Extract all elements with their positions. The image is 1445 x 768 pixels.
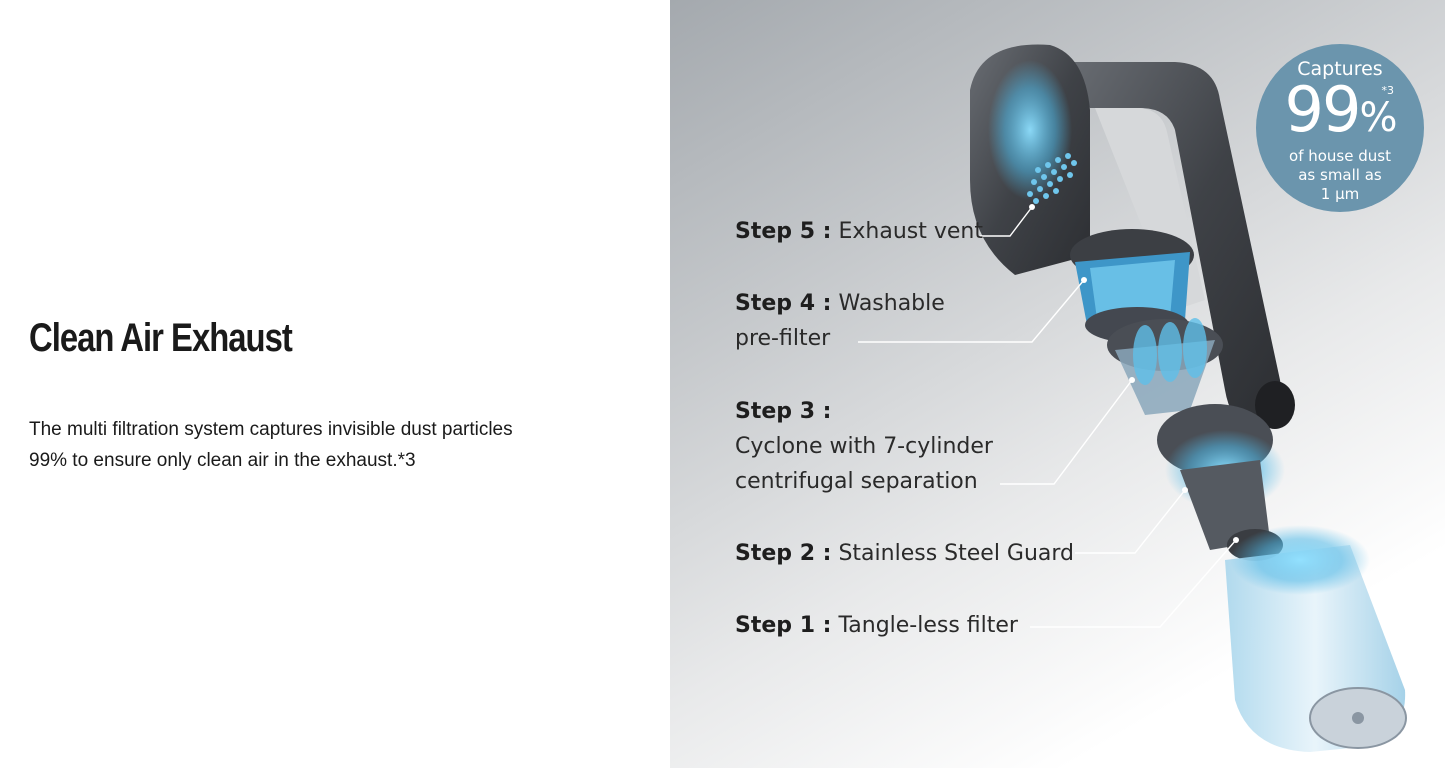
step-4-number: Step 4 : [735,291,832,316]
badge-subtext [1256,147,1424,204]
step-2-label [735,536,1074,571]
step-3-text-line2: centrifugal separation [735,469,978,494]
step-5-text: Exhaust vent [838,219,983,244]
badge-line-3: 1 μm [1320,185,1360,203]
step-3-text-line1: Cyclone with 7-cylinder [735,434,993,459]
badge-line-1: of house dust [1289,147,1391,165]
step-1-text: Tangle-less filter [838,613,1018,638]
motor-housing [970,45,1090,275]
page-title: Clean Air Exhaust [29,316,292,360]
step-3-number: Step 3 : [735,399,832,424]
product-image-panel [670,0,1445,768]
step-5-number: Step 5 : [735,219,832,244]
section-description: The multi filtration system captures invisible dust particles 99% to ensure only clean air in the exhaust.*3 [29,419,513,471]
step-4-text-line1: Washable [838,291,945,316]
step-4-label [735,286,945,356]
step-2-text: Stainless Steel Guard [838,541,1075,566]
step-1-number: Step 1 : [735,613,832,638]
step-2-number: Step 2 : [735,541,832,566]
badge-footnote: *3 [1381,84,1394,97]
step-1-label [735,608,1018,643]
badge-percent-sign: % [1359,95,1396,141]
badge-line-2: as small as [1298,166,1382,184]
badge-top-text: Captures [1297,58,1383,80]
step-3-label [735,394,993,499]
dust-bin [1225,525,1406,752]
badge-number: 99 [1284,73,1360,146]
capture-rate-badge [1256,44,1424,212]
badge-percentage [1256,73,1424,150]
text-panel [0,0,670,768]
step-4-text-line2: pre-filter [735,326,831,351]
cyclone [1107,318,1223,415]
step-5-label [735,214,983,249]
